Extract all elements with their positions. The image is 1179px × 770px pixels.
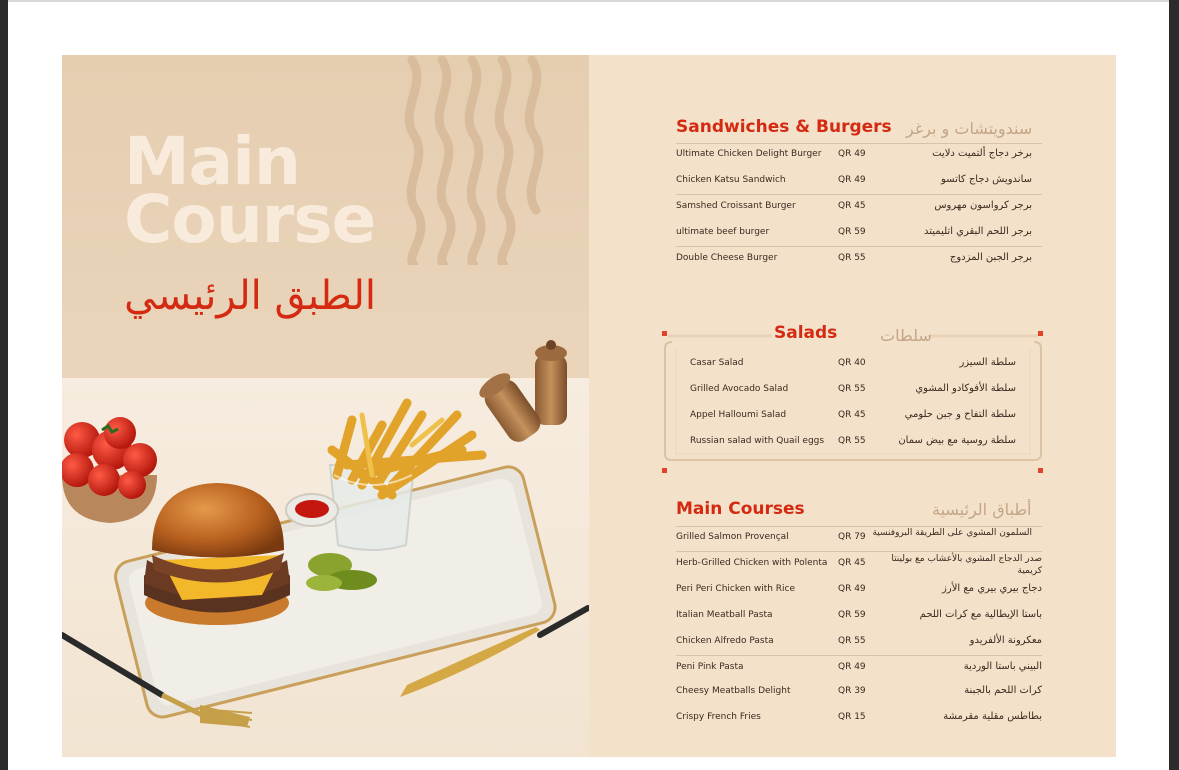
item-price: QR 55 (838, 253, 866, 263)
item-name-arabic: صدر الدجاج المشوي بالأعشاب مع بولينتا كريمية (891, 554, 1042, 576)
viewer-frame-left (0, 0, 8, 770)
salads-title-arabic: سلطات (880, 326, 932, 345)
menu-item (690, 352, 1016, 378)
item-price: QR 55 (838, 436, 866, 446)
item-name-english: Grilled Avocado Salad (690, 384, 789, 394)
item-price: QR 15 (838, 712, 866, 722)
item-name-english: Crispy French Fries (676, 712, 761, 722)
menu-item (676, 552, 1042, 578)
title-line-main: Main (124, 123, 300, 200)
item-name-arabic: معكرونة الألفريدو (969, 635, 1042, 646)
menu-item (676, 526, 1042, 552)
main-courses-list (676, 526, 1042, 732)
tomato-bowl (62, 417, 157, 523)
item-price: QR 49 (838, 584, 866, 594)
item-name-english: Double Cheese Burger (676, 253, 778, 263)
item-price: QR 45 (838, 410, 866, 420)
page-title-arabic: الطبق الرئيسي (124, 273, 376, 319)
item-price: QR 45 (838, 201, 866, 211)
item-name-english: Peri Peri Chicken with Rice (676, 584, 796, 594)
item-name-english: Casar Salad (690, 358, 744, 368)
menu-item (676, 680, 1042, 706)
item-name-english: Appel Halloumi Salad (690, 410, 787, 420)
salads-title-english: Salads (774, 323, 838, 343)
item-name-arabic: برجر كرواسون مهروس (934, 200, 1032, 211)
salt-pepper-shakers (475, 340, 567, 447)
item-price: QR 59 (838, 610, 866, 620)
viewer-frame-right (1169, 0, 1179, 770)
item-name-arabic: سلطة الأفوكادو المشوي (915, 383, 1016, 394)
item-price: QR 40 (838, 358, 866, 368)
menu-item (676, 247, 1042, 273)
item-name-arabic: سلطة السيزر (959, 357, 1016, 368)
item-price: QR 55 (838, 384, 866, 394)
menu-item (676, 630, 1042, 656)
menu-item (676, 143, 1042, 169)
menu-item (676, 195, 1042, 221)
item-name-english: ultimate beef burger (676, 227, 770, 237)
menu-item (690, 378, 1016, 404)
title-line-course: Course (124, 181, 376, 258)
item-price: QR 49 (838, 149, 866, 159)
item-name-arabic: باستا الإيطالية مع كرات اللحم (919, 609, 1042, 620)
menu-item (676, 604, 1042, 630)
item-price: QR 79 (838, 532, 866, 542)
menu-item (676, 221, 1042, 247)
item-name-english: Chicken Katsu Sandwich (676, 175, 786, 185)
ketchup-bowl (286, 494, 338, 526)
item-name-english: Cheesy Meatballs Delight (676, 686, 791, 696)
item-price: QR 59 (838, 227, 866, 237)
item-price: QR 39 (838, 686, 866, 696)
item-name-arabic: البيني باستا الوردية (963, 661, 1042, 672)
menu-item (676, 656, 1042, 680)
menu-item (676, 578, 1042, 604)
main-courses-title-english: Main Courses (676, 499, 805, 519)
viewer-frame-top (8, 0, 1169, 2)
item-name-arabic: برجر اللحم البقري اتليميتد (924, 226, 1032, 237)
item-name-english: Peni Pink Pasta (676, 662, 744, 672)
left-page (62, 55, 589, 757)
item-name-arabic: برخر دجاج ألتميت دلايت (932, 148, 1032, 159)
item-name-arabic: سلطة روسية مع بيض سمان (898, 435, 1016, 446)
menu-item (676, 706, 1042, 732)
sandwiches-title-english: Sandwiches & Burgers (676, 117, 892, 137)
item-name-english: Russian salad with Quail eggs (690, 436, 825, 446)
sandwiches-title-arabic: سندويتشات و برغر (906, 119, 1033, 138)
menu-item (690, 430, 1016, 456)
item-name-english: Ultimate Chicken Delight Burger (676, 149, 822, 159)
item-price: QR 49 (838, 175, 866, 185)
sandwiches-list (676, 143, 1042, 273)
item-name-arabic: برجر الجبن المزدوج (949, 252, 1032, 263)
item-name-arabic: سلطة التفاح و جبن حلومي (904, 409, 1016, 420)
menu-item (690, 404, 1016, 430)
item-name-arabic: ساندويش دجاج كاتسو (941, 174, 1032, 185)
item-name-arabic: دجاج بيري بيري مع الأرز (942, 583, 1042, 594)
salads-list (690, 352, 1016, 456)
item-name-arabic: بطاطس مقلية مقرمشة (943, 711, 1042, 722)
item-price: QR 45 (838, 558, 866, 568)
food-photo (62, 55, 589, 757)
item-name-english: Samshed Croissant Burger (676, 201, 796, 211)
menu-item (676, 169, 1042, 195)
item-name-arabic: كرات اللحم بالجبنة (964, 685, 1042, 696)
item-name-english: Chicken Alfredo Pasta (676, 636, 774, 646)
item-name-english: Italian Meatball Pasta (676, 610, 773, 620)
item-name-english: Grilled Salmon Provençal (676, 532, 789, 542)
item-price: QR 55 (838, 636, 866, 646)
item-price: QR 49 (838, 662, 866, 672)
item-name-arabic: السلمون المشوي على الطريقة البروفنسية (872, 528, 1032, 538)
item-name-english: Herb-Grilled Chicken with Polenta (676, 558, 828, 568)
main-courses-title-arabic: أطباق الرئيسية (932, 500, 1032, 519)
